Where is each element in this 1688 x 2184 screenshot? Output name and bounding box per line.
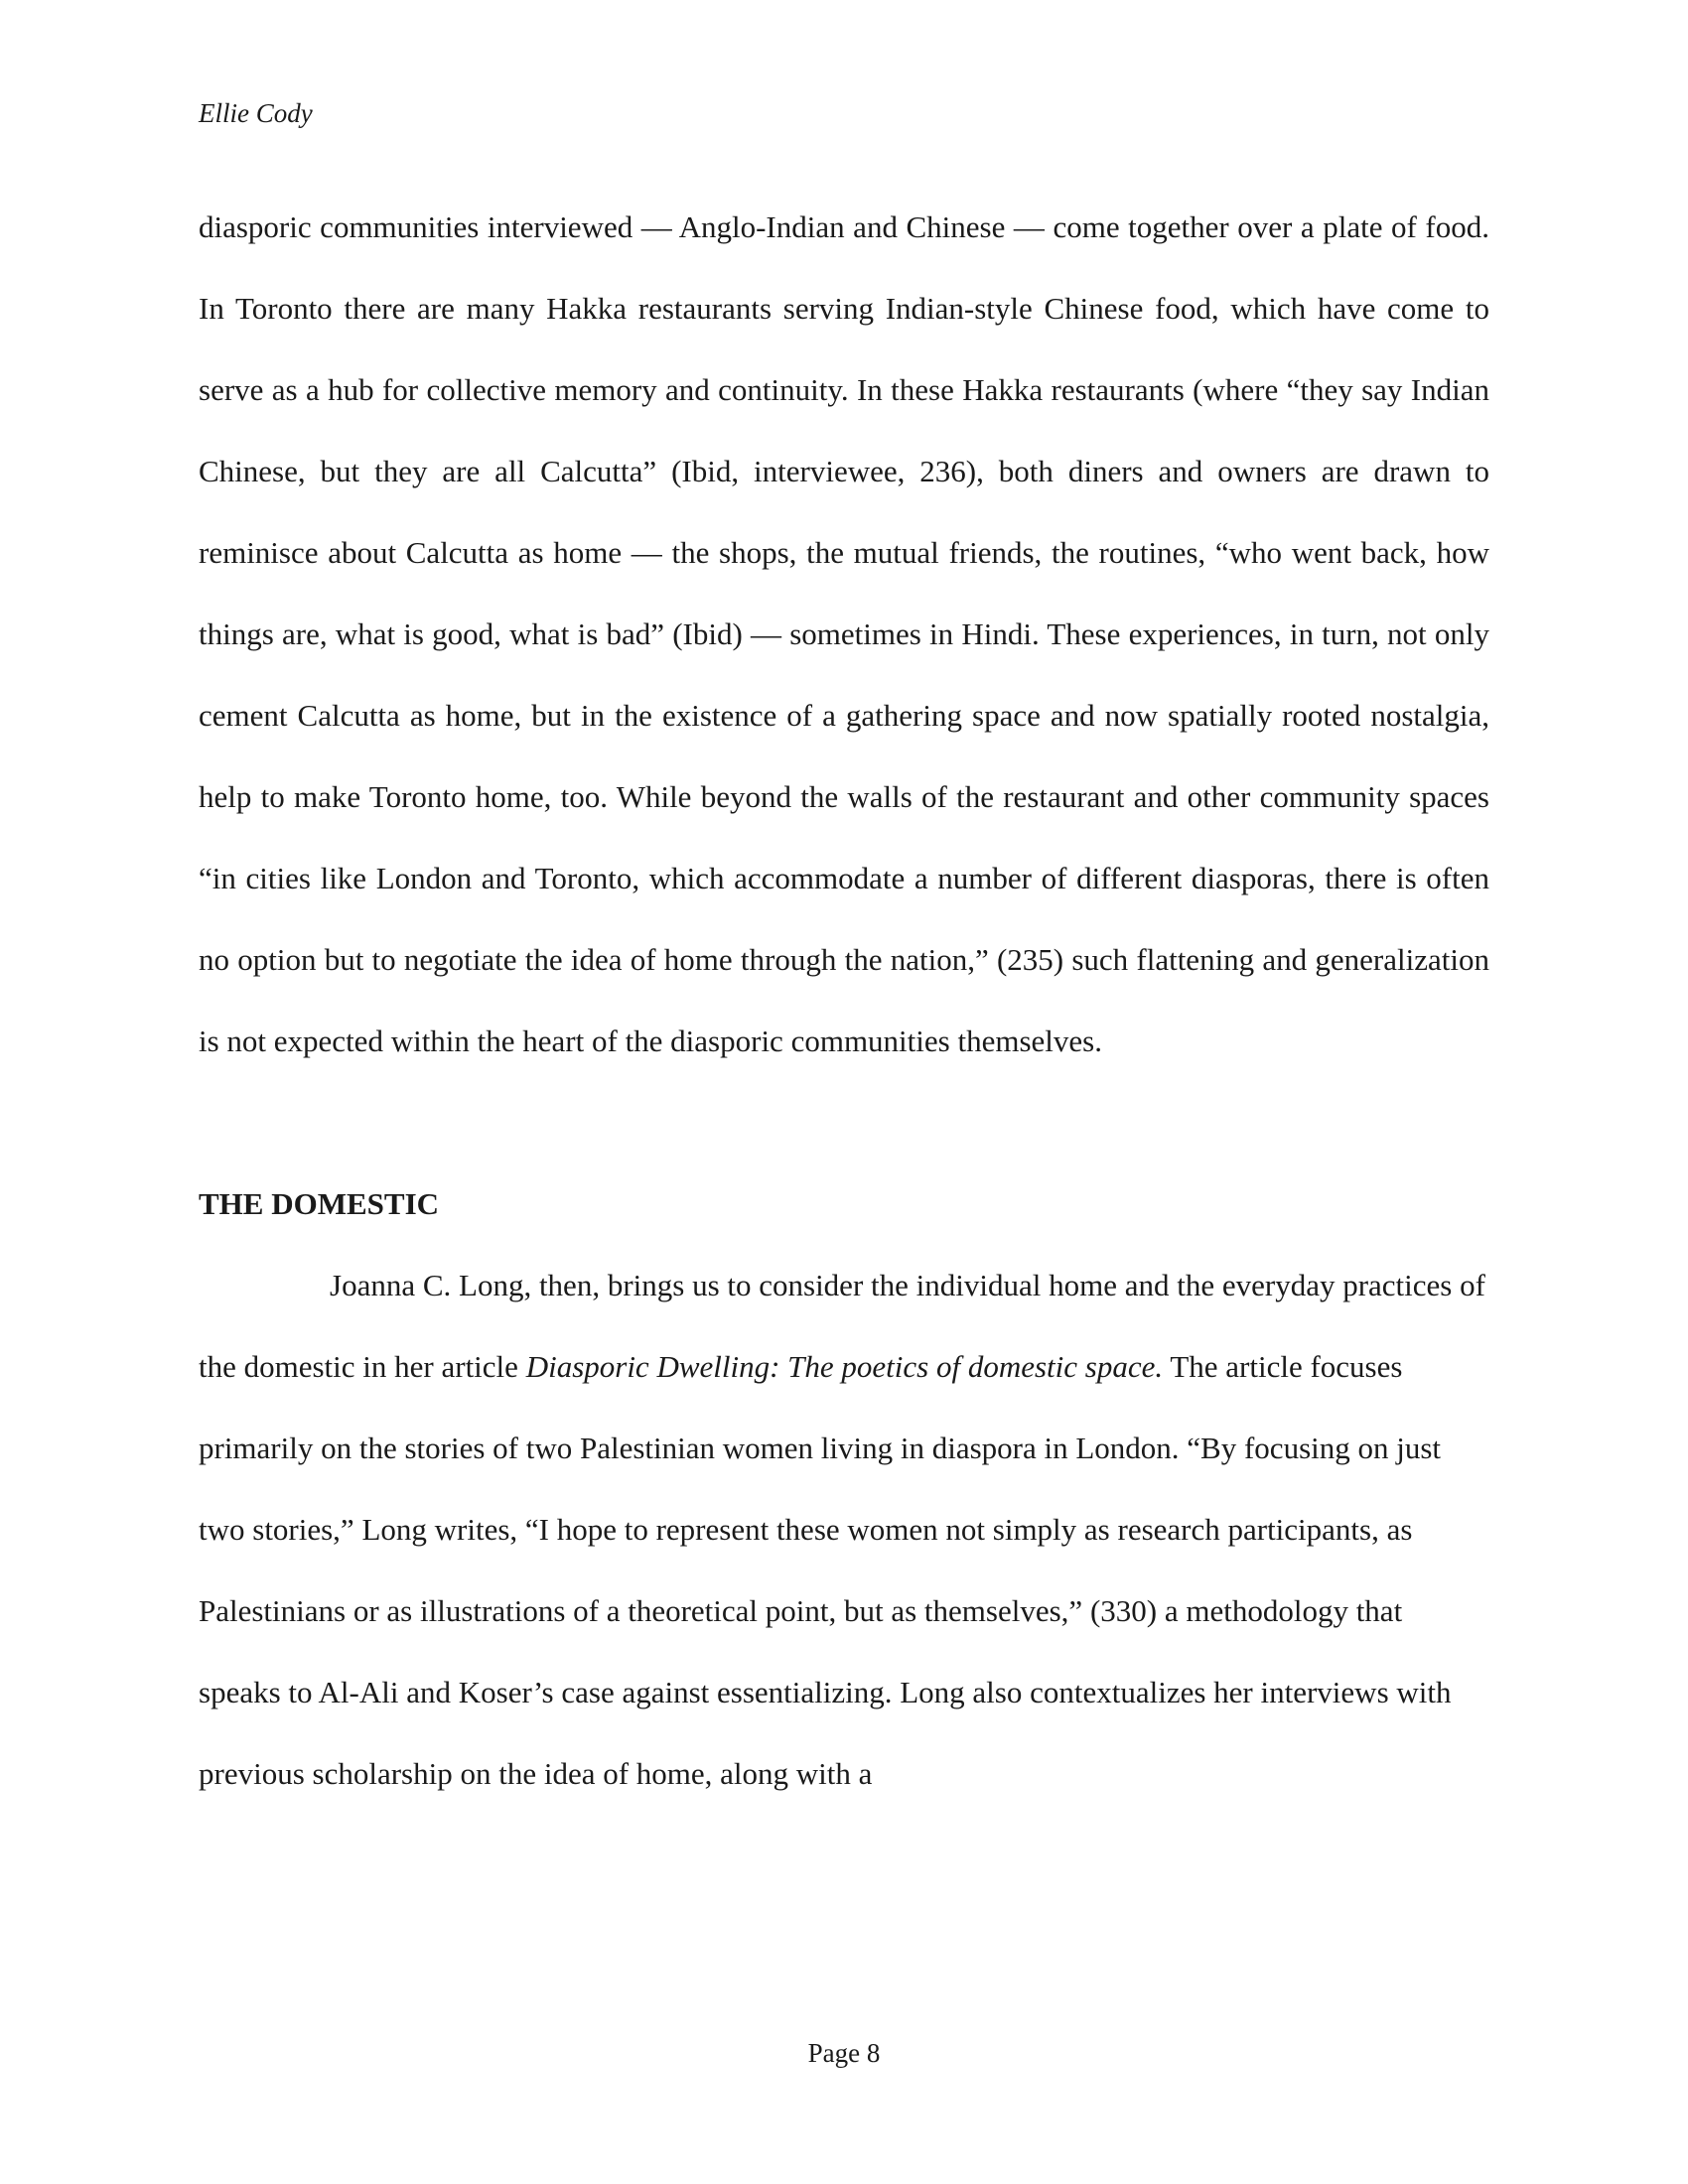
body-paragraph-joanna-long bbox=[199, 1245, 1489, 1815]
page-number: Page 8 bbox=[807, 2038, 881, 2068]
page-content bbox=[199, 187, 1489, 1815]
running-header-author: Ellie Cody bbox=[199, 98, 313, 128]
article-title: Diasporic Dwelling: The poetics of domestic space. bbox=[525, 1349, 1164, 1384]
paragraph-text-after-title: The article focuses primarily on the stories of two Palestinian women living in diaspora in London. “By focusing on just two stories,” Long writes, “I hope to represent these women not simply as research participants, as Palestinians or as illustrations of a theoretical point, but as themselves,” (330) a methodology that speaks to Al-Ali and Koser’s case against essentializing. Long also contextualizes her interviews with previous scholarship on the idea of home, along with a bbox=[199, 1349, 1452, 1791]
section-heading-the-domestic: THE DOMESTIC bbox=[199, 1186, 440, 1221]
paragraph-text-before-title: Joanna C. Long, then, brings us to consider the individual home and the everyday practices of the domestic in her article bbox=[199, 1268, 1485, 1384]
body-paragraph-hakka-restaurants: diasporic communities interviewed — Anglo-Indian and Chinese — come together over a plate of food. In Toronto there are many Hakka restaurants serving Indian-style Chinese food, which have come to serve as a hub for collective memory and continuity. In these Hakka restaurants (where “they say Indian Chinese, but they are all Calcutta” (Ibid, interviewee, 236), both diners and owners are drawn to reminisce about Calcutta as home — the shops, the mutual friends, the routines, “who went back, how things are, what is good, what is bad” (Ibid) — sometimes in Hindi. These experiences, in turn, not only cement Calcutta as home, but in the existence of a gathering space and now spatially rooted nostalgia, help to make Toronto home, too. While beyond the walls of the restaurant and other community spaces “in cities like London and Toronto, which accommodate a number of different diasporas, there is often no option but to negotiate the idea of home through the nation,” (235) such flattening and generalization is not expected within the heart of the diasporic communities themselves. bbox=[199, 209, 1489, 1058]
